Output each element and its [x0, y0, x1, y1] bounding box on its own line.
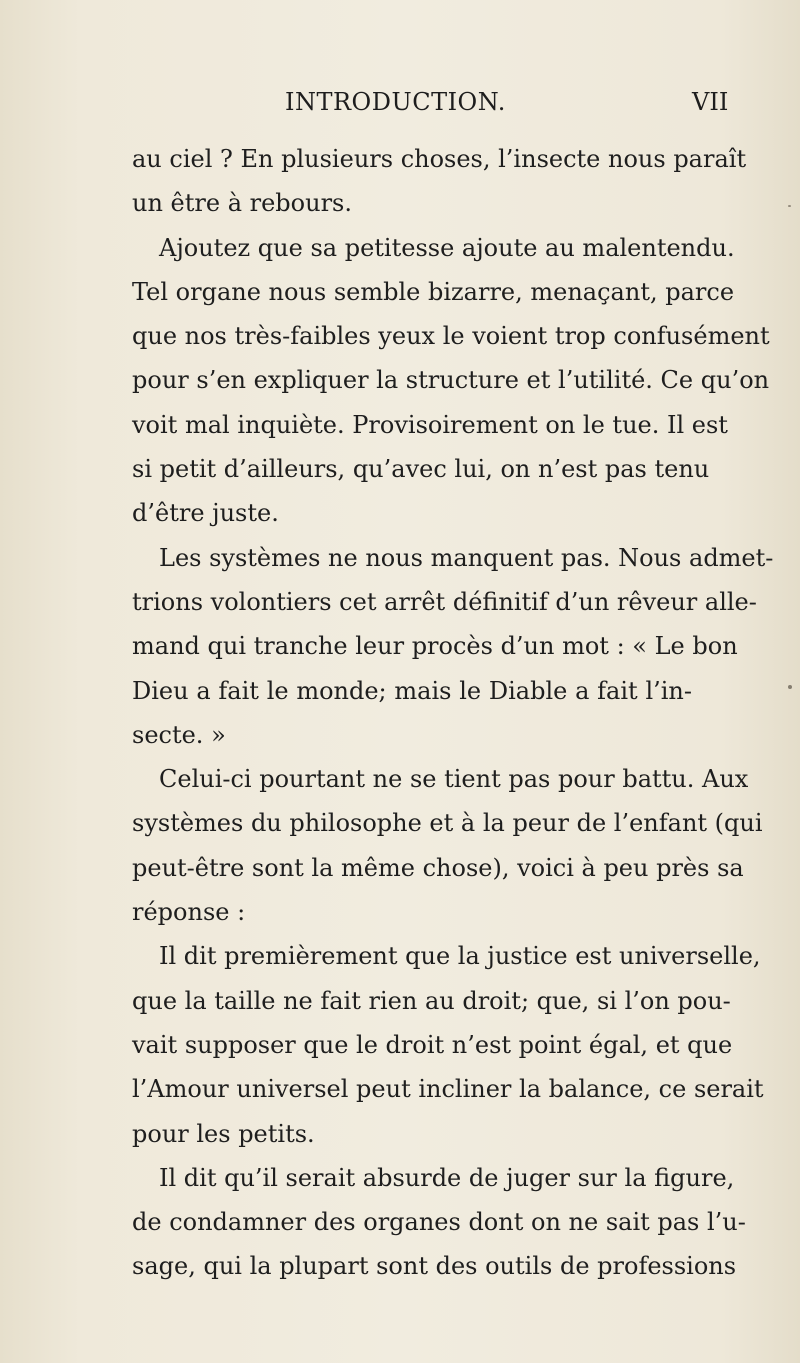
text-line: Dieu a fait le monde; mais le Diable a fait l’in-	[132, 676, 692, 705]
text-line: Il dit premièrement que la justice est universelle,	[159, 942, 761, 971]
page-number: VII	[692, 88, 729, 116]
text-line: secte. »	[132, 720, 226, 749]
text-line: Il dit qu’il serait absurde de juger sur la figure,	[159, 1163, 735, 1192]
text-line: mand qui tranche leur procès d’un mot : « Le bon	[132, 632, 738, 661]
text-line: d’être juste.	[132, 499, 279, 528]
text-line: Tel organe nous semble bizarre, menaçant, parce	[132, 277, 735, 306]
text-line: pour s’en expliquer la structure et l’utilité. Ce qu’on	[132, 366, 770, 395]
text-line: pour les petits.	[132, 1119, 315, 1148]
text-line: Celui-ci pourtant ne se tient pas pour battu. Aux	[159, 765, 749, 794]
paper-speck	[788, 205, 791, 207]
running-title: INTRODUCTION.	[285, 88, 506, 116]
text-line: que la taille ne fait rien au droit; que, si l’on pou-	[132, 986, 731, 1015]
text-line: Les systèmes ne nous manquent pas. Nous admet-	[159, 543, 774, 572]
paper-speck	[788, 685, 792, 689]
page-header	[0, 88, 800, 124]
text-line: au ciel ? En plusieurs choses, l’insecte nous paraît	[132, 145, 747, 173]
text-line: systèmes du philosophe et à la peur de l’enfant (qui	[132, 809, 763, 838]
text-line: peut-être sont la même chose), voici à peu près sa	[132, 853, 744, 882]
text-line: que nos très-faibles yeux le voient trop confusément	[132, 322, 770, 351]
text-line: si petit d’ailleurs, qu’avec lui, on n’est pas tenu	[132, 455, 710, 484]
text-line: de condamner des organes dont on ne sait pas l’u-	[132, 1208, 746, 1237]
text-line: l’Amour universel peut incliner la balance, ce serait	[132, 1075, 764, 1104]
text-line: un être à rebours.	[132, 189, 352, 218]
text-line: vait supposer que le droit n’est point égal, et que	[132, 1030, 733, 1059]
text-line: trions volontiers cet arrêt définitif d’un rêveur alle-	[132, 587, 757, 616]
text-line: sage, qui la plupart sont des outils de professions	[132, 1252, 737, 1281]
body-text	[132, 137, 774, 1289]
text-line: réponse :	[132, 898, 246, 927]
text-line: Ajoutez que sa petitesse ajoute au malentendu.	[159, 233, 735, 262]
text-line: voit mal inquiète. Provisoirement on le tue. Il est	[132, 410, 728, 439]
